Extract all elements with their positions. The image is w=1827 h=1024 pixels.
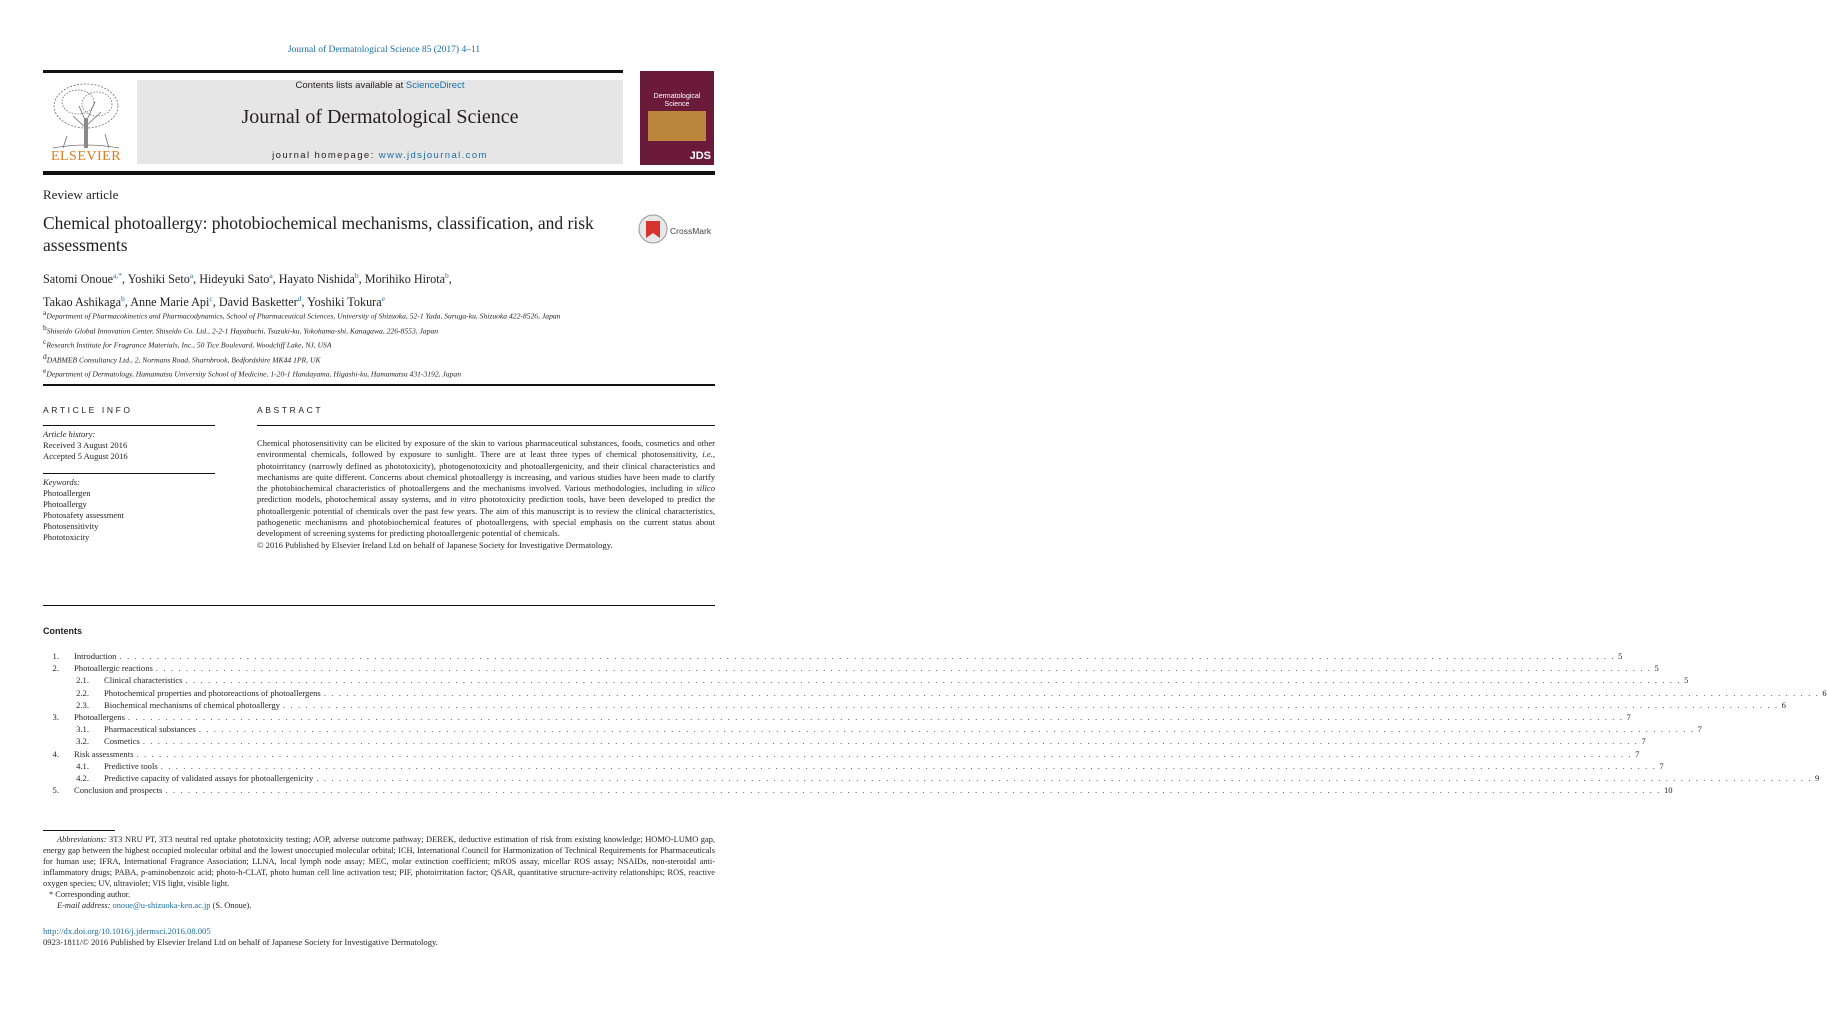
keyword-item: Phototoxicity (43, 532, 90, 542)
contents-available-line (137, 80, 623, 91)
abstract-italic: in silico (686, 483, 716, 494)
affiliation-item (43, 307, 633, 322)
section-divider (43, 384, 715, 386)
toc-number: 3.2. (76, 736, 89, 747)
keywords-block (43, 477, 124, 543)
toc-number: 4.2. (76, 772, 89, 783)
affiliation-label: e (43, 366, 47, 376)
toc-entry[interactable] (43, 785, 1673, 797)
affiliation-label: d (43, 351, 47, 361)
toc-page-number: 7 (1626, 711, 1631, 722)
abbreviations-label: Abbreviations: (57, 835, 107, 844)
affiliation-text: DABMEB Consultancy Ltd., 2, Normans Road, Sharnbrook, Bedfordshire MK44 1PR, UK (46, 355, 321, 365)
toc-page-number: 9 (1814, 772, 1820, 783)
toc-number: 3.1. (76, 724, 89, 735)
toc-title[interactable]: Introduction (74, 651, 117, 661)
toc-leader-dots: . . . . . . . . . . . . . . . . . . . . . . . . . . . . . . . . . . . . . . . . . . . . . . . . . . . . . . . . . . . . . . . . . . . . . . . . . . . . . . . . . . . . . . . . . . . . . . . . . . . . . . . . . . . . . . . . . . . . . . . . . . . . . . . . . . . . . . . . . . . . . . . . . . . . . . . . . . . . . . . . . . . . . . . . . . . . . . . . . . . . . . . . . . . . . . . . . . . . . . . . (323, 687, 1820, 698)
author-list: Satomi Onoue$^{a,*}$, Yoshiki Seto$^a$, Hideyuki Sato$^a$, Hayato Nishida$^b$, Morihiko Hirota$^b$, Takao Ashikaga$^b$, Anne Marie Api$^c$, David Basketter$^d$, Yoshiki Tokura$^e$ (43, 271, 452, 310)
affiliation-item (43, 336, 633, 351)
toc-leader-dots: . . . . . . . . . . . . . . . . . . . . . . . . . . . . . . . . . . . . . . . . . . . . . . . . . . . . . . . . . . . . . . . . . . . . . . . . . . . . . . . . . . . . . . . . . . . . . . . . . . . . . . . . . . . . . . . . . . . . . . . . . . . . . . . . . . . . . . . . . . . . . . . . . . . . . . . . . . . . . . . . . . . . . . . . . . . . . . . . . . . . . . . . . . . . . . . . . . . . . . . . (142, 736, 1639, 747)
issn-copyright-line: 0923-1811/© 2016 Published by Elsevier Ireland Ltd on behalf of Japanese Society for Investigative Dermatology. (43, 937, 438, 947)
abstract-copyright: © 2016 Published by Elsevier Ireland Ltd on behalf of Japanese Society for Investigative Dermatology. (257, 539, 613, 550)
header-rule-top (43, 70, 623, 73)
toc-number: 2. (52, 663, 59, 674)
toc-title[interactable]: Predictive capacity of validated assays for photoallergenicity (104, 772, 314, 783)
affiliation-label: c (43, 337, 47, 347)
toc-leader-dots: . . . . . . . . . . . . . . . . . . . . . . . . . . . . . . . . . . . . . . . . . . . . . . . . . . . . . . . . . . . . . . . . . . . . . . . . . . . . . . . . . . . . . . . . . . . . . . . . . . . . . . . . . . . . . . . . . . . . . . . . . . . . . . . . . . . . . . . . . . . . . . . . . . . . . . . . . . . . . . . . . . . . . . . . . . . . . . . . . . . . . . . . . . . . . . . . . . . . . . . . (155, 663, 1652, 674)
toc-page-number: 5 (1618, 651, 1623, 661)
elsevier-wordmark: ELSEVIER (50, 149, 122, 164)
toc-page-number: 10 (1663, 785, 1673, 796)
toc-number: 2.1. (76, 675, 89, 686)
affiliation-text: Department of Pharmacokinetics and Pharmacodynamics, School of Pharmaceutical Sciences, University of Shizuoka, 52-1 Yada, Suruga-ku, Shizuoka 422-8526, Japan (46, 311, 561, 321)
keywords-rule (43, 473, 215, 474)
author-name: Anne Marie Api (130, 295, 210, 310)
affiliation-text: Shiseido Global Innovation Center, Shiseido Co. Ltd., 2-2-1 Hayabuchi, Tsuzuki-ku, Yokohama-shi, Kanagawa, 226-8553, Japan (46, 326, 439, 336)
keyword-item: Photosafety assessment (43, 510, 124, 520)
keywords-label: Keywords: (43, 477, 80, 487)
author-name: David Basketter (218, 295, 298, 310)
toc-entry[interactable] (43, 711, 1631, 724)
toc-entry[interactable] (43, 724, 1702, 736)
journal-citation[interactable]: Journal of Dermatological Science 85 (2017) 4–11 (287, 45, 481, 55)
toc-page-number: 5 (1684, 675, 1689, 686)
toc-title[interactable]: Photochemical properties and photoreactions of photoallergens (104, 687, 321, 698)
author-affiliation-mark[interactable]: b (444, 271, 449, 280)
abstract-part: , photoirritancy (narrowly defined as phototoxicity), photogenotoxicity and photoallergenicity, and their clinical characteristics and mechanisms are quite different. Concerns about chemical photoallergy is increasing, and various studies have been made to clarify the photobiochemical characteristics of photoallergens and the mechanisms involved. Various methodologies, including (257, 449, 715, 494)
abstract-part: prediction models, photochemical assay systems, and (257, 494, 451, 505)
homepage-prefix: journal homepage: (272, 150, 379, 161)
toc-leader-dots: . . . . . . . . . . . . . . . . . . . . . . . . . . . . . . . . . . . . . . . . . . . . . . . . . . . . . . . . . . . . . . . . . . . . . . . . . . . . . . . . . . . . . . . . . . . . . . . . . . . . . . . . . . . . . . . . . . . . . . . . . . . . . . . . . . . . . . . . . . . . . . . . . . . . . . . . . . . . . . . . . . . . . . . . . . . . . . . . . . . . . . . . . . . . . . . . . . . . . . . . (316, 772, 1812, 783)
journal-name: Journal of Dermatological Science (241, 106, 519, 128)
author-name: Satomi Onoue (43, 272, 114, 287)
author-affiliation-mark[interactable]: b (354, 271, 359, 280)
footnotes (43, 834, 715, 911)
toc-title[interactable]: Photoallergens (74, 711, 125, 722)
toc-number: 4. (52, 748, 59, 759)
homepage-link[interactable]: www.jdsjournal.com (378, 150, 488, 161)
email-suffix: (S. Onoue). (210, 901, 252, 910)
email-label: E-mail address: (57, 901, 113, 910)
abbreviations-text: 3T3 NRU PT, 3T3 neutral red uptake phototoxicity testing; AOP, adverse outcome pathway; DEREK, deductive estimation of risk from existing knowledge; HOMO-LUMO gap, energy gap between the highest occupied molecular orbital and the lowest unoccupied molecular orbital; ICH, International Council for Harmonization of Technical Requirements for Pharmaceuticals for human use; IFRA, International Fragrance Association; LLNA, local lymph node assay; MEC, molar extinction coefficient; mROS assay, micellar ROS assay; NSAIDs, non-steroidal anti-inflammatory drugs; PABA, p-aminobenzoic acid; photo-h-CLAT, photo human cell line activation test; PIF, photoirritation factor; QSAR, quantitative structure-activity relationships; ROS, reactive oxygen species; UV, ultraviolet; VIS light, visible light. (43, 835, 715, 888)
toc-page-number: 7 (1659, 760, 1664, 771)
email-note (43, 900, 715, 911)
toc-title[interactable]: Risk assessments (74, 748, 134, 759)
toc-leader-dots: . . . . . . . . . . . . . . . . . . . . . . . . . . . . . . . . . . . . . . . . . . . . . . . . . . . . . . . . . . . . . . . . . . . . . . . . . . . . . . . . . . . . . . . . . . . . . . . . . . . . . . . . . . . . . . . . . . . . . . . . . . . . . . . . . . . . . . . . . . . . . . . . . . . . . . . . . . . . . . . . . . . . . . . . . . . . . . . . . . . . . . . . . . . . . . . . . . . . . . . . (136, 748, 1633, 759)
author-name: Takao Ashikaga (43, 295, 122, 310)
affiliation-label: a (43, 308, 47, 317)
toc-title[interactable]: Clinical characteristics (104, 675, 183, 686)
article-type: Review article (43, 187, 119, 202)
author-name: Hideyuki Sato (199, 272, 270, 287)
affiliation-text: Research Institute for Fragrance Materials, Inc., 50 Tice Boulevard, Woodcliff Lake, NJ, USA (46, 340, 332, 350)
toc-page-number: 5 (1654, 663, 1659, 674)
contents-heading: Contents (43, 626, 82, 636)
abstract-part: phototoxicity prediction tools, have been developed to predict the photoallergenic potential of chemicals over the past few years. The aim of this manuscript is to review the clinical characteristics, pathogenetic mechanisms and photobiochemical features of photoallergens, with special emphasis on the current status about development of screening systems for predicting photoallergenic potential of chemicals. (257, 494, 716, 539)
doi-link[interactable]: http://dx.doi.org/10.1016/j.jdermsci.2016.08.005 (43, 926, 211, 936)
cover-title: Dermatological Science (653, 93, 701, 108)
table-of-contents (43, 651, 1827, 797)
toc-number: 2.3. (76, 699, 89, 710)
toc-page-number: 6 (1822, 687, 1827, 698)
toc-leader-dots: . . . . . . . . . . . . . . . . . . . . . . . . . . . . . . . . . . . . . . . . . . . . . . . . . . . . . . . . . . . . . . . . . . . . . . . . . . . . . . . . . . . . . . . . . . . . . . . . . . . . . . . . . . . . . . . . . . . . . . . . . . . . . . . . . . . . . . . . . . . . . . . . . . . . . . . . . . . . . . . . . . . . . . . . . . . . . . . . . . . . . . . . . . . . . . . . . . . . . . . . (160, 760, 1657, 771)
journal-cover-thumbnail[interactable] (640, 71, 714, 165)
article-history (43, 429, 128, 462)
author-affiliation-mark[interactable]: a (189, 271, 194, 280)
cover-mark: JDS (689, 150, 711, 162)
accepted-date: Accepted 5 August 2016 (43, 451, 128, 461)
cover-image (648, 111, 706, 141)
affiliation-label: b (43, 322, 47, 332)
toc-entry[interactable] (43, 699, 1786, 712)
toc-entry[interactable] (43, 651, 1623, 663)
contents-rule (43, 605, 715, 606)
corresponding-author-note: * Corresponding author. (49, 890, 131, 899)
author-name: Hayato Nishida (278, 272, 355, 287)
crossmark-label: CrossMark (670, 226, 712, 236)
toc-title[interactable]: Pharmaceutical substances (104, 724, 196, 735)
toc-number: 5. (52, 785, 59, 796)
toc-leader-dots: . . . . . . . . . . . . . . . . . . . . . . . . . . . . . . . . . . . . . . . . . . . . . . . . . . . . . . . . . . . . . . . . . . . . . . . . . . . . . . . . . . . . . . . . . . . . . . . . . . . . . . . . . . . . . . . . . . . . . . . . . . . . . . . . . . . . . . . . . . . . . . . . . . . . . . . . . . . . . . . . . . . . . . . . . . . . . . . . . . . . . . . . . . . . . . . . . . . . . . . . (127, 711, 1624, 722)
abstract-text (257, 438, 715, 551)
abbreviations-note (43, 834, 715, 889)
toc-title[interactable]: Conclusion and prospects (74, 785, 163, 796)
toc-leader-dots: . . . . . . . . . . . . . . . . . . . . . . . . . . . . . . . . . . . . . . . . . . . . . . . . . . . . . . . . . . . . . . . . . . . . . . . . . . . . . . . . . . . . . . . . . . . . . . . . . . . . . . . . . . . . . . . . . . . . . . . . . . . . . . . . . . . . . . . . . . . . . . . . . . . . . . . . . . . . . . . . . . . . . . . . . . . . . . . . . . . . . . . . . . . . . . . . . . . . . . . . (119, 651, 1616, 661)
toc-entry[interactable] (43, 748, 1640, 761)
header-rule-bottom (43, 171, 715, 175)
toc-title[interactable]: Biochemical mechanisms of chemical photoallergy (104, 699, 280, 710)
keyword-item: Photosensitivity (43, 521, 99, 531)
toc-entry[interactable] (43, 687, 1827, 700)
contents-available-prefix: Contents lists available at (295, 80, 406, 91)
author-affiliation-mark[interactable]: d (297, 294, 302, 304)
toc-leader-dots: . . . . . . . . . . . . . . . . . . . . . . . . . . . . . . . . . . . . . . . . . . . . . . . . . . . . . . . . . . . . . . . . . . . . . . . . . . . . . . . . . . . . . . . . . . . . . . . . . . . . . . . . . . . . . . . . . . . . . . . . . . . . . . . . . . . . . . . . . . . . . . . . . . . . . . . . . . . . . . . . . . . . . . . . . . . . . . . . . . . . . . . . . . . . . . . . . . . . . . . . (185, 675, 1682, 686)
toc-entry[interactable] (43, 663, 1659, 675)
abstract-part: Chemical photosensitivity can be elicited by exposure of the skin to various pharmaceutical substances, foods, cosmetics and other environmental chemicals, followed by exposure to sunlight. There are at least three types of chemical photosensitivity, (257, 438, 715, 460)
toc-number: 4.1. (76, 760, 89, 771)
abstract-italic: i.e. (702, 449, 713, 460)
journal-homepage-line (137, 150, 623, 161)
history-label: Article history: (43, 429, 96, 439)
abstract-rule (257, 425, 715, 426)
author-affiliation-mark[interactable]: a,* (113, 271, 123, 280)
toc-leader-dots: . . . . . . . . . . . . . . . . . . . . . . . . . . . . . . . . . . . . . . . . . . . . . . . . . . . . . . . . . . . . . . . . . . . . . . . . . . . . . . . . . . . . . . . . . . . . . . . . . . . . . . . . . . . . . . . . . . . . . . . . . . . . . . . . . . . . . . . . . . . . . . . . . . . . . . . . . . . . . . . . . . . . . . . . . . . . . . . . . . . . . . . . . . . . . . . . . . . . . . . . (165, 785, 1661, 796)
email-link[interactable]: onoue@u-shizuoka-ken.ac.jp (112, 901, 211, 910)
toc-entry[interactable] (43, 760, 1664, 773)
keyword-item: Photoallergen (43, 488, 91, 498)
author-name: Yoshiki Tokura (307, 295, 382, 310)
received-date: Received 3 August 2016 (43, 440, 128, 450)
affiliation-item (43, 322, 633, 337)
footnote-rule (43, 830, 115, 831)
author-affiliation-mark[interactable]: c (209, 294, 213, 304)
toc-number: 1. (52, 651, 59, 661)
article-info-rule (43, 425, 215, 426)
toc-page-number: 7 (1697, 724, 1702, 735)
affiliation-text: Department of Dermatology, Hamamatsu University School of Medicine, 1-20-1 Handayama, Higashi-ku, Hamamatsu 431-3192, Japan (46, 369, 461, 379)
toc-number: 2.2. (76, 687, 89, 698)
article-title: Chemical photoallergy: photobiochemical mechanisms, classification, and risk assessments (43, 213, 594, 255)
toc-title[interactable]: Photoallergic reactions (74, 663, 153, 674)
toc-page-number: 6 (1781, 699, 1786, 710)
toc-entry[interactable] (43, 675, 1689, 687)
keyword-item: Photoallergy (43, 499, 87, 509)
article-info-heading: ARTICLE INFO (43, 405, 133, 415)
toc-page-number: 7 (1641, 736, 1646, 747)
author-affiliation-mark[interactable]: b (121, 294, 125, 304)
author-name: Yoshiki Seto (127, 272, 190, 287)
affiliation-list (43, 307, 633, 380)
toc-page-number: 7 (1635, 748, 1640, 759)
abstract-heading: ABSTRACT (257, 405, 324, 415)
toc-leader-dots: . . . . . . . . . . . . . . . . . . . . . . . . . . . . . . . . . . . . . . . . . . . . . . . . . . . . . . . . . . . . . . . . . . . . . . . . . . . . . . . . . . . . . . . . . . . . . . . . . . . . . . . . . . . . . . . . . . . . . . . . . . . . . . . . . . . . . . . . . . . . . . . . . . . . . . . . . . . . . . . . . . . . . . . . . . . . . . . . . . . . . . . . . . . . . . . . . . . . . . . . (198, 724, 1695, 735)
sciencedirect-link[interactable]: ScienceDirect (405, 80, 465, 91)
toc-title[interactable]: Predictive tools (104, 760, 158, 771)
author-affiliation-mark[interactable]: e (381, 294, 385, 304)
author-name: Morihiko Hirota (364, 272, 445, 287)
toc-number: 3. (52, 711, 59, 722)
toc-leader-dots: . . . . . . . . . . . . . . . . . . . . . . . . . . . . . . . . . . . . . . . . . . . . . . . . . . . . . . . . . . . . . . . . . . . . . . . . . . . . . . . . . . . . . . . . . . . . . . . . . . . . . . . . . . . . . . . . . . . . . . . . . . . . . . . . . . . . . . . . . . . . . . . . . . . . . . . . . . . . . . . . . . . . . . . . . . . . . . . . . . . . . . . . . . . . . . . . . . . . . . . . (282, 699, 1779, 710)
abstract-italic: in vitro (450, 494, 477, 505)
toc-entry[interactable] (43, 772, 1820, 785)
affiliation-item (43, 365, 633, 380)
author-affiliation-mark[interactable]: a (269, 271, 273, 280)
toc-title[interactable]: Cosmetics (104, 736, 140, 747)
toc-entry[interactable] (43, 736, 1646, 748)
affiliation-item (43, 351, 633, 366)
